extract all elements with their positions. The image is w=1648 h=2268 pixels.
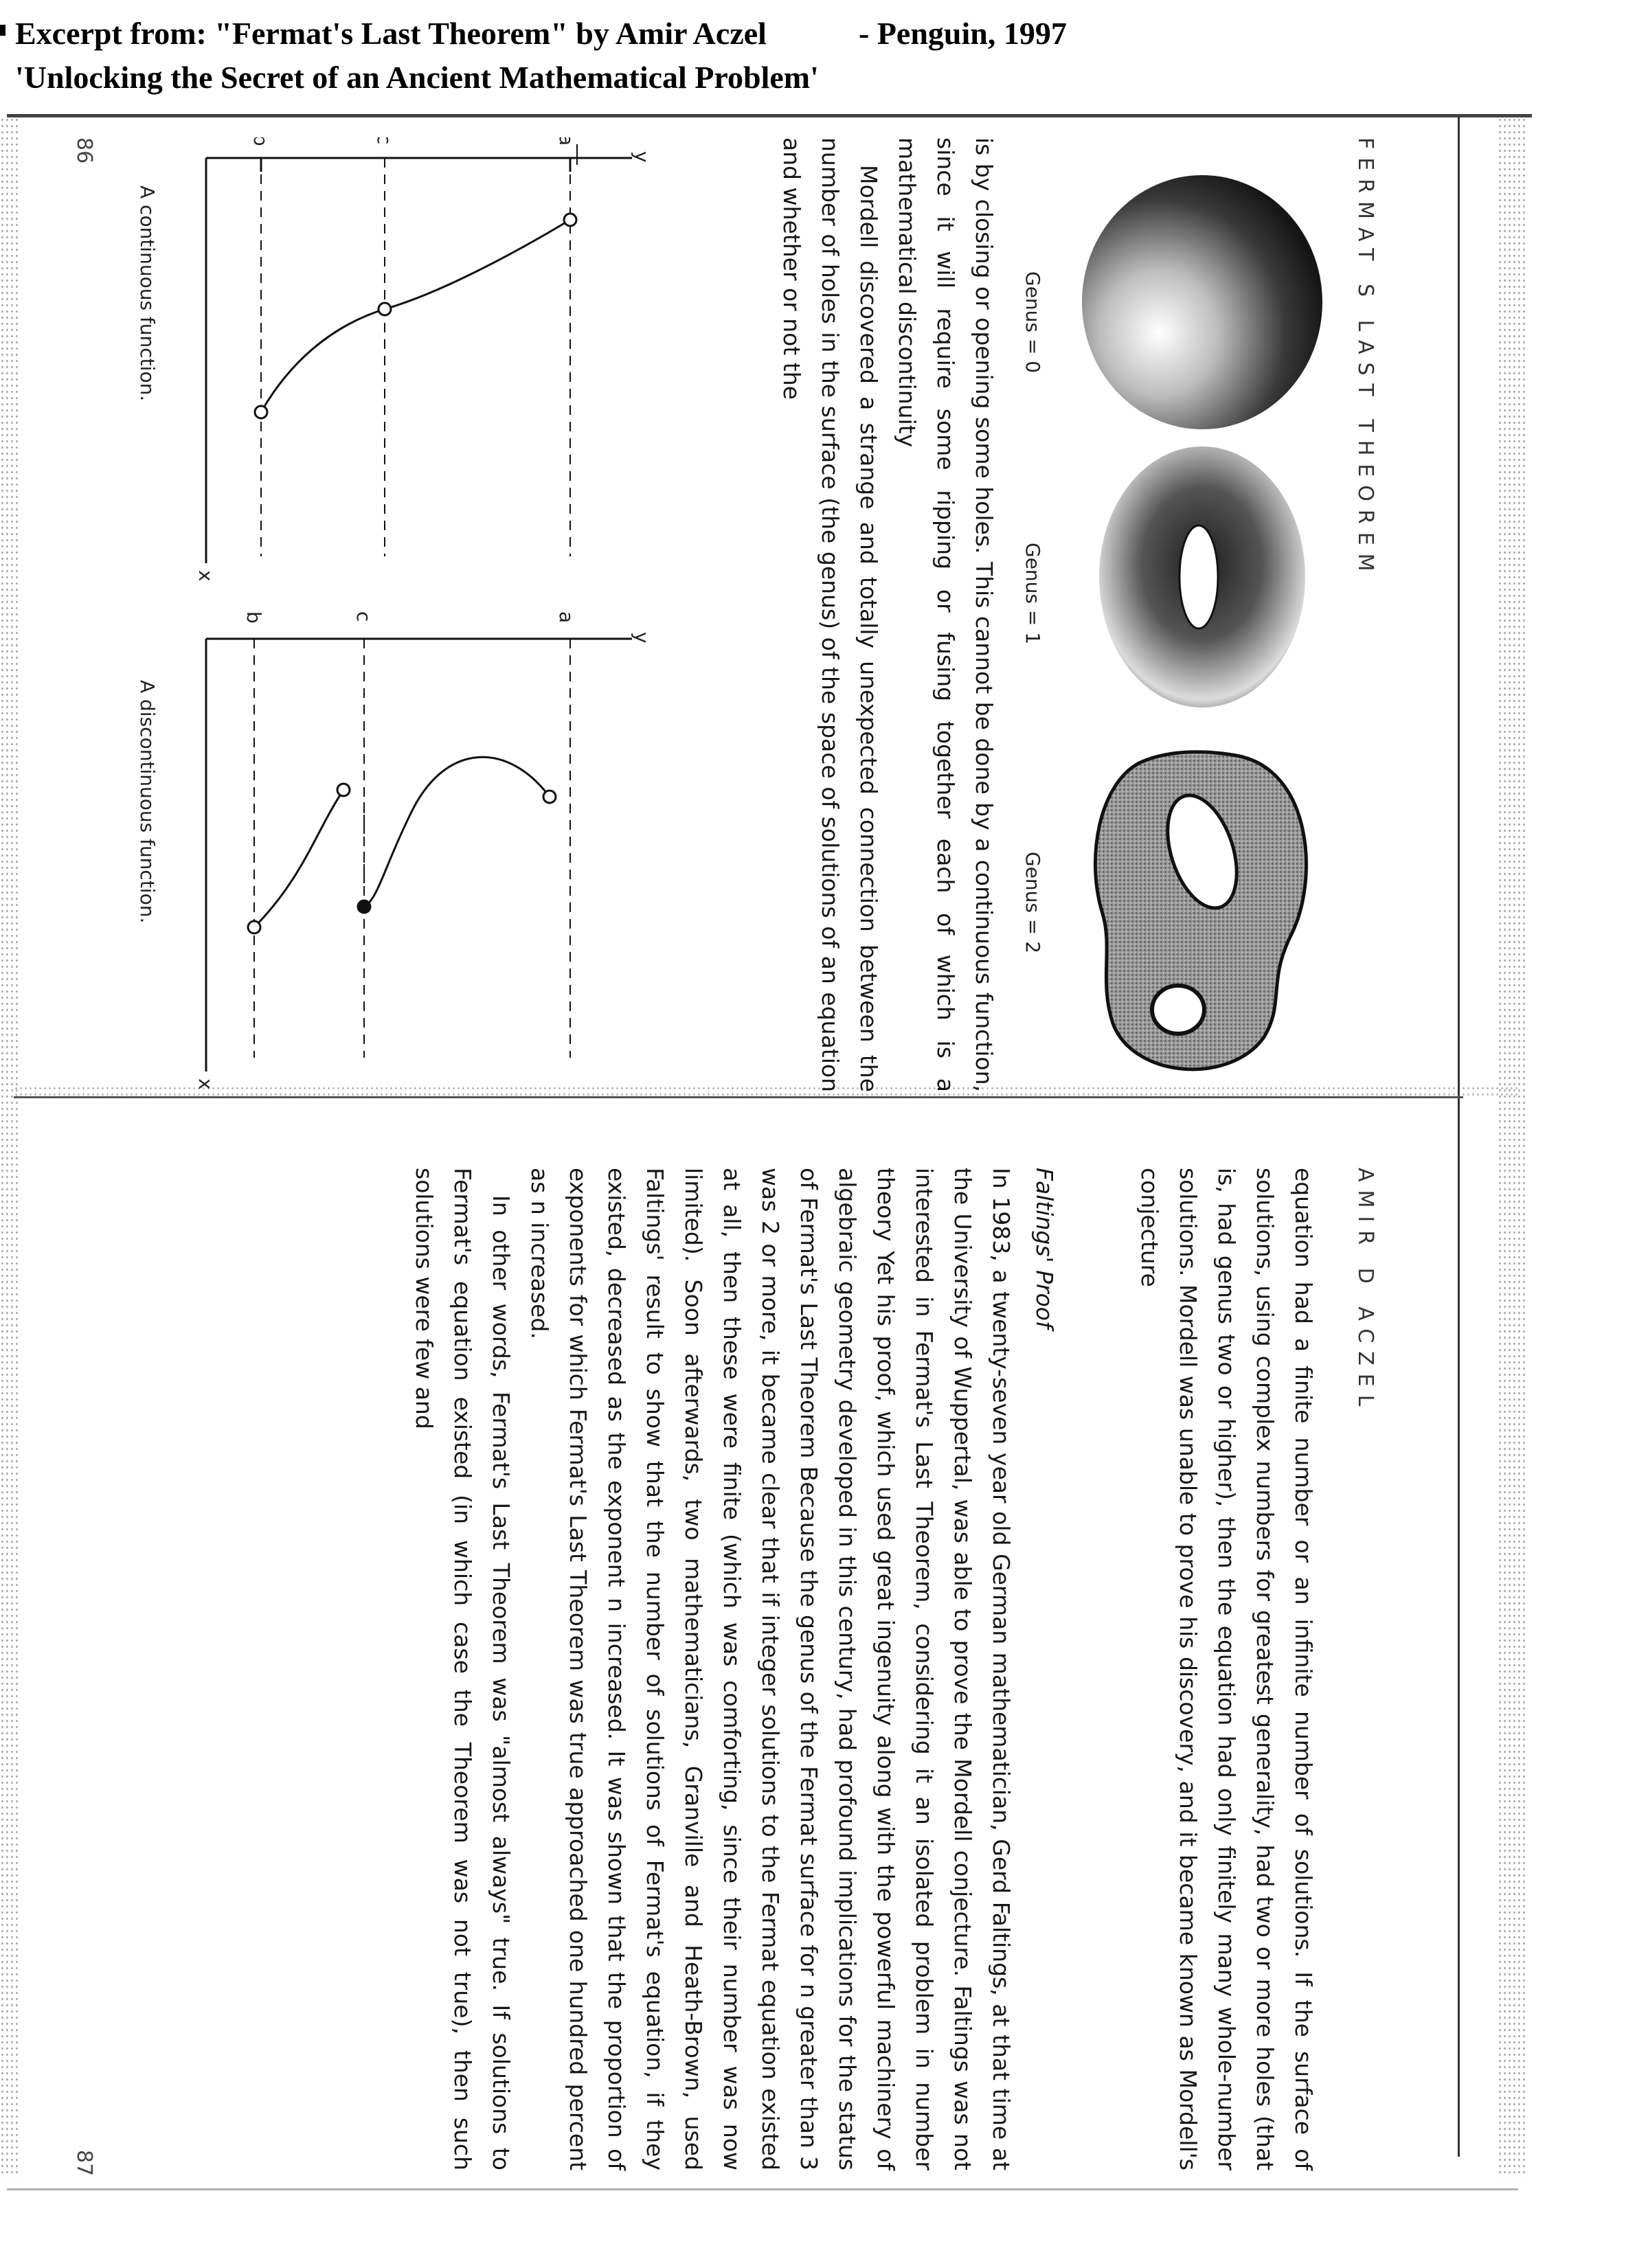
discontinuous-y-axis-label: y <box>631 632 653 644</box>
double-torus-hole-2 <box>1152 986 1204 1034</box>
continuous-point-a <box>564 214 576 226</box>
continuous-x-axis-label: x <box>194 570 217 582</box>
continuous-point-c <box>379 303 391 315</box>
sphere-surface <box>1082 175 1322 429</box>
continuous-tick-label-b: b <box>249 137 272 146</box>
discontinuous-point-end <box>248 921 260 933</box>
right-paragraph-2: In other words, Fermat's Last Theorem was "almost always" true. If solutions to Fermat's equation existed (in which case the Theorem was not true), then such solutions were few and <box>411 1168 515 2170</box>
left-paragraph-2: Mordell discovered a strange and totally unexpected connection between the number of holes in the surface (the genus) of the space of solutions of an equation and whether or not the <box>778 137 882 1092</box>
excerpt-title-line: Excerpt from: "Fermat's Last Theorem" by Amir Aczel <box>15 16 767 51</box>
genus-figure <box>1017 137 1340 1099</box>
genus-surfaces-svg <box>1017 137 1340 1099</box>
discontinuous-tick-label-b: b <box>242 611 265 624</box>
continuous-plot <box>206 144 632 563</box>
discontinuous-x-axis-label: x <box>194 1078 217 1090</box>
discontinuous-tick-label-c: c <box>352 611 375 622</box>
book-top-edge <box>1458 117 1460 2157</box>
discontinuous-caption: A discontinuous function. <box>136 680 159 924</box>
torus-hole <box>1179 525 1218 628</box>
scan-bullet-mark <box>0 25 5 36</box>
discontinuous-point-jump-open <box>337 784 350 796</box>
running-head-right: AMIR D ACZEL <box>1353 1168 1377 1415</box>
discontinuous-tick-label-a: a <box>555 611 578 624</box>
continuous-point-b <box>255 406 267 418</box>
page-number-right: 87 <box>72 2150 96 2177</box>
right-intro-paragraph: equation had a finite number or an infinite number of solutions. If the surface of solutions, using complex numbers for greatest generality, had two or more holes (that is, had genus two or higher), then the equation had only finitely many whole-number solutions. Mordell was unable to prove his discovery, and it became known as Mordell's conjecture <box>1136 1168 1317 2170</box>
discontinuous-curve-left <box>364 757 550 907</box>
scan-top-rule <box>7 114 1532 117</box>
discontinuous-curve-right <box>254 790 343 927</box>
functions-svg <box>103 137 653 1099</box>
left-paragraph-1: is by closing or opening some holes. This cannot be done by a continuous function, since it will require some ripping or fusing together each of which is a mathematical discontinuity <box>894 137 997 1092</box>
continuous-y-axis-label: y <box>631 151 653 163</box>
book-spread <box>0 137 1443 2198</box>
continuous-caption: A continuous function. <box>136 185 159 402</box>
page-number-left: 86 <box>72 137 96 164</box>
functions-figure <box>103 137 653 1099</box>
discontinuous-point-start <box>543 791 556 803</box>
continuous-tick-label-c: c <box>373 137 396 145</box>
scan-edge-grain-right <box>1498 117 1525 2177</box>
section-heading-faltings: Faltings' Proof <box>1031 1168 1058 1329</box>
genus-2-caption: Genus = 2 <box>1021 852 1044 954</box>
continuous-curve <box>261 220 570 412</box>
page-86 <box>0 137 1443 1099</box>
right-page-body <box>405 1168 1020 2170</box>
right-page-intro <box>1130 1168 1322 2170</box>
page-87 <box>0 1168 1443 2184</box>
genus-1-caption: Genus = 1 <box>1021 543 1044 645</box>
right-paragraph-1: In 1983, a twenty-seven year old German mathematician, Gerd Faltings, at that time at the University of Wuppertal, was able to prove the Mordell conjecture. Faltings was not interested in Fermat's Last Theorem, considering it an isolated problem in number theory Yet his proof, which used great ingenuity along with the powerful machinery of algebraic geometry developed in this century, had profound implications for the status of Fermat's Last Theorem Because the genus of the Fermat surface for n greater than 3 was 2 or more, it became clear that if integer solutions to the Fermat equation existed at all, then these were finite (which was comforting, since their number was now limited). Soon afterwards, two mathematicians, Granville and Heath-Brown, used Faltings' result to show that the number of solutions of Fermat's equation, if they existed, decreased as the exponent n increased. It was shown that the proportion of exponents for which Fermat's Last Theorem was true approached one hundred percent as n increased. <box>526 1168 1015 2170</box>
excerpt-subtitle-line: 'Unlocking the Secret of an Ancient Mathematical Problem' <box>15 60 819 95</box>
discontinuous-plot <box>206 639 632 1071</box>
genus-0-caption: Genus = 0 <box>1021 271 1044 374</box>
running-head-left: FERMAT S LAST THEOREM <box>1353 137 1377 580</box>
left-page-body <box>772 137 1003 1092</box>
continuous-tick-label-a: a <box>555 137 578 146</box>
excerpt-publisher: - Penguin, 1997 <box>859 16 1067 51</box>
